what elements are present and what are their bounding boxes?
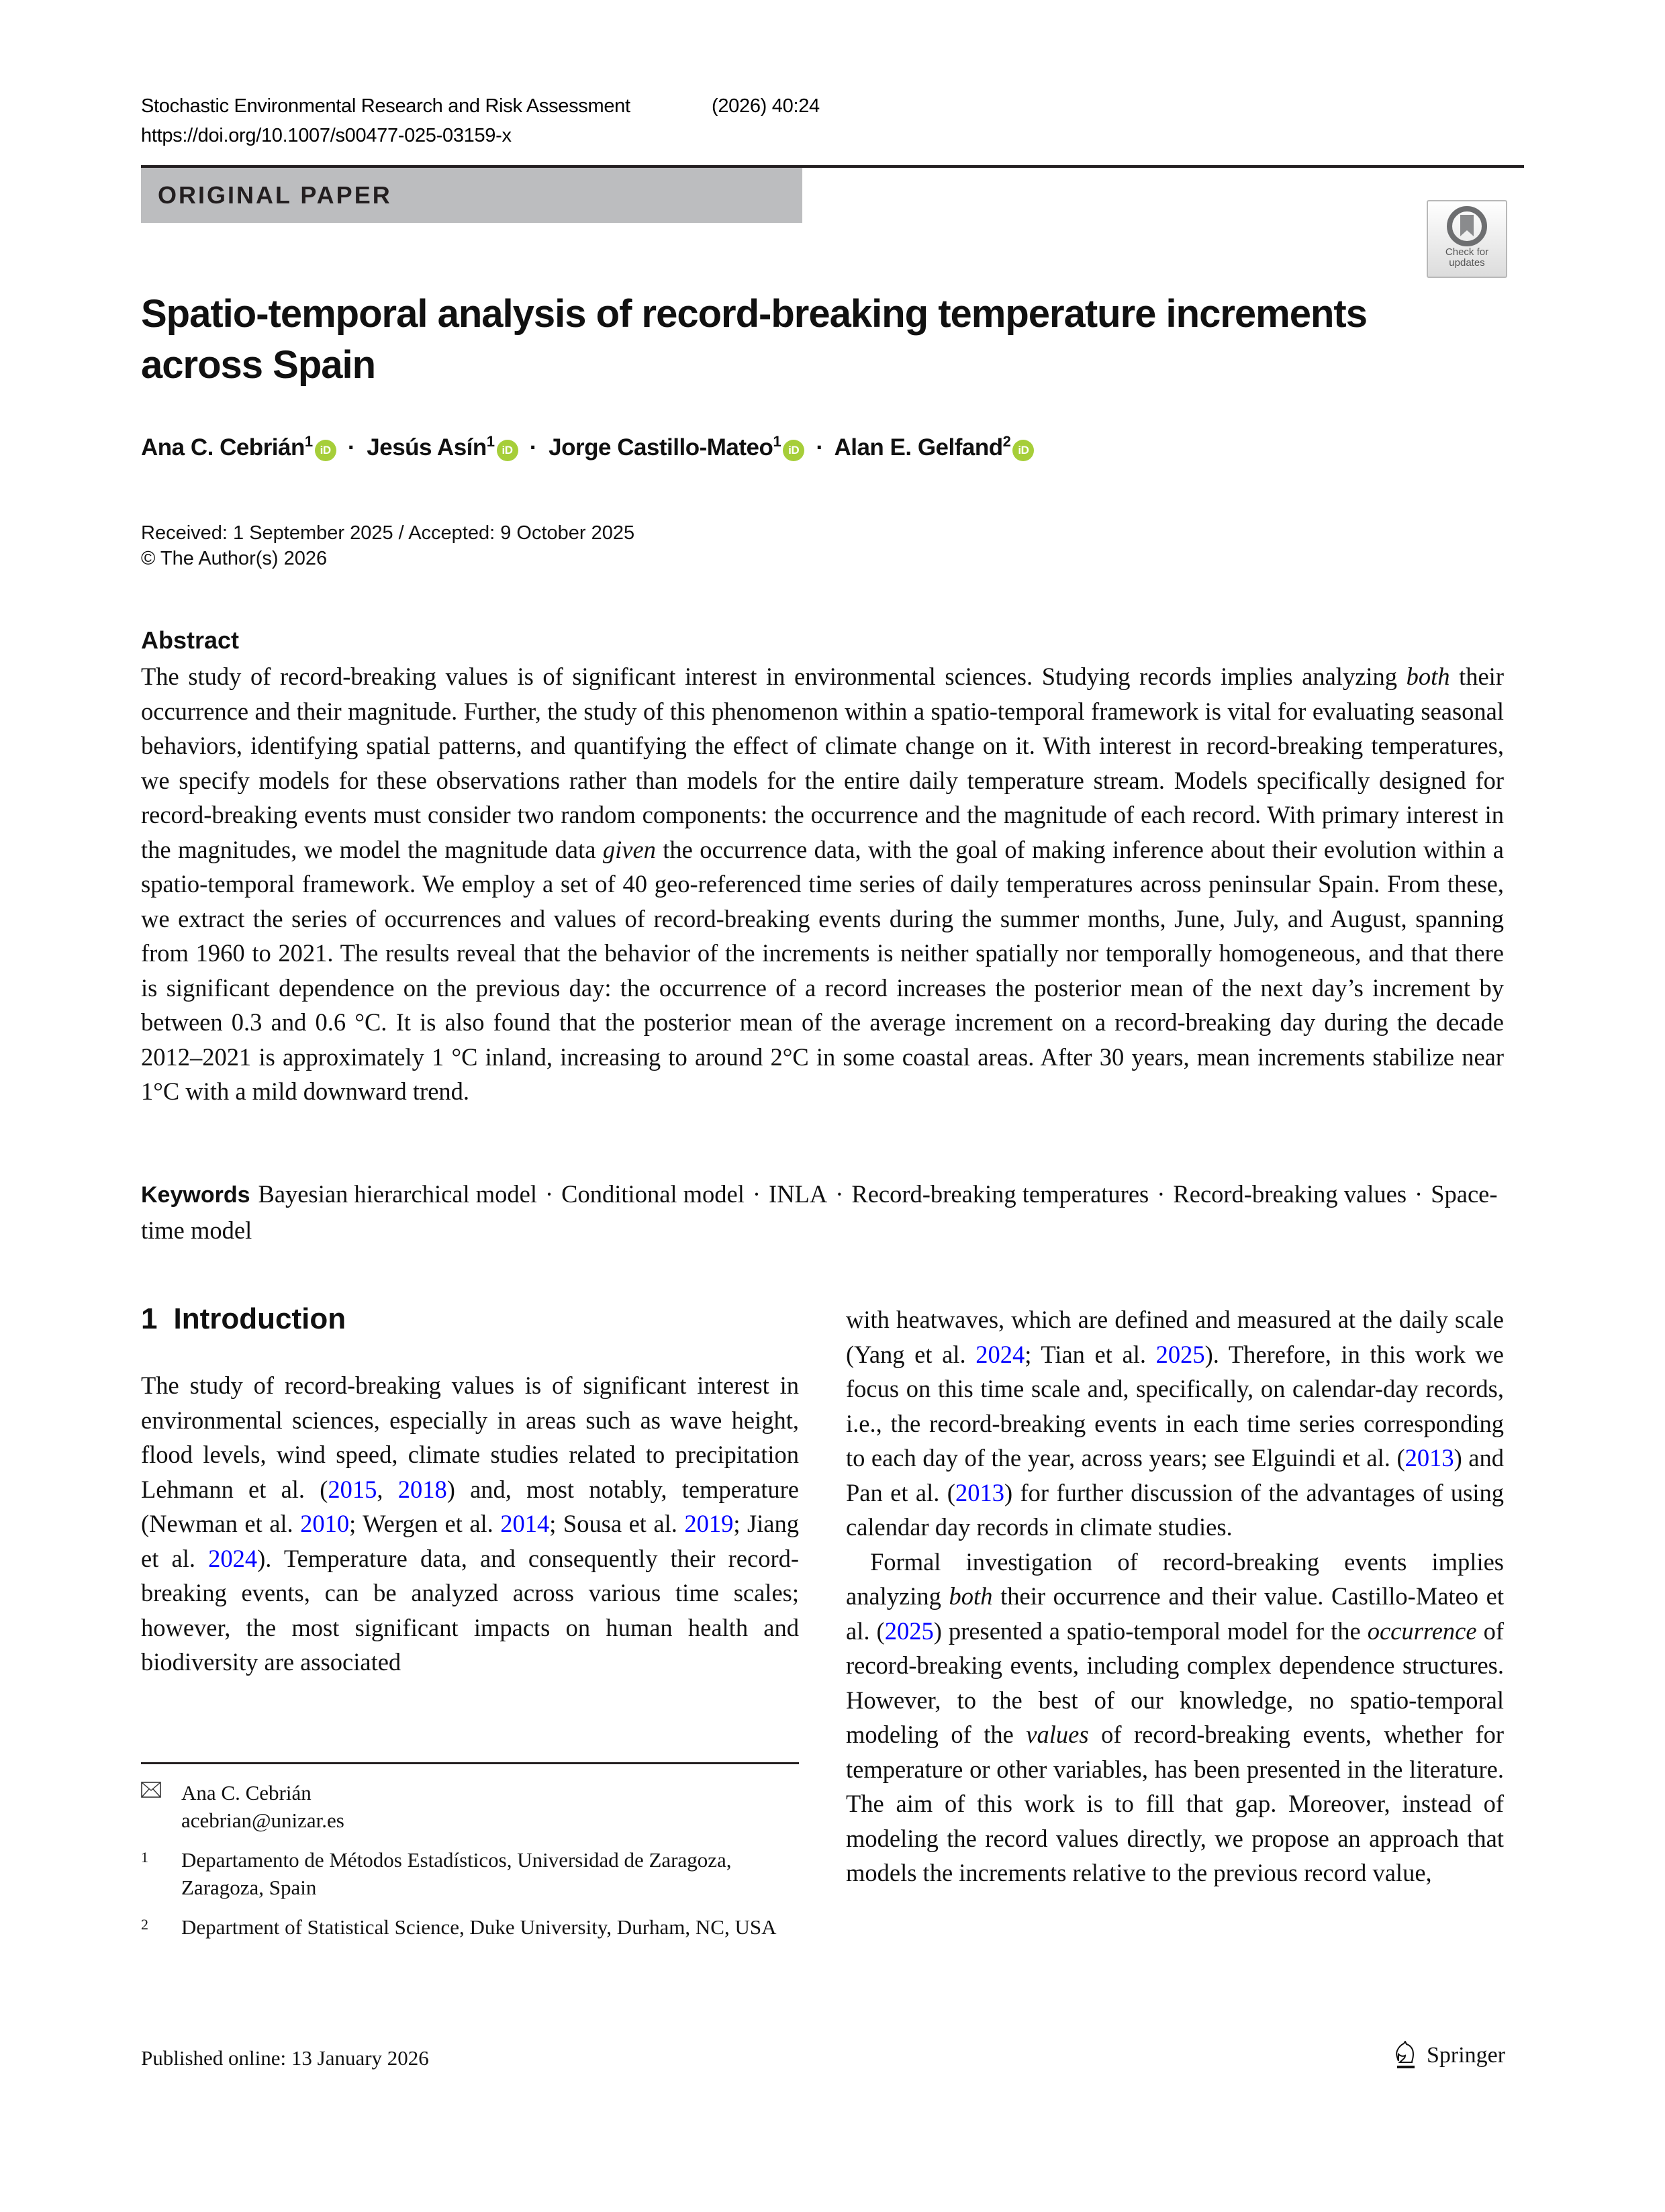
orcid-icon[interactable]: iD — [1012, 440, 1034, 461]
paper-title: Spatio-temporal analysis of record-breaking temperature increments across Spain — [141, 292, 1367, 387]
keywords-label: Keywords — [141, 1182, 250, 1208]
publisher-name: Springer — [1427, 2043, 1506, 2068]
body-column-left — [141, 1368, 799, 1680]
copyright: © The Author(s) 2026 — [141, 548, 328, 569]
section-number: 1 — [141, 1302, 158, 1335]
citation-link[interactable]: 2018 — [397, 1475, 447, 1503]
keyword: Bayesian hierarchical model — [258, 1180, 538, 1208]
keyword: Record-breaking values — [1173, 1180, 1407, 1208]
footnotes — [141, 1779, 799, 1953]
keyword: Conditional model — [561, 1180, 745, 1208]
author-list — [141, 433, 1034, 461]
keyword: Record-breaking temperatures — [851, 1180, 1149, 1208]
emphasis: occurrence — [1367, 1617, 1477, 1645]
paragraph: Formal investigation of record-breaking events implies analyzing both their occurrence and their value. Castillo-Mateo et al. (2025) presented a spatio-temporal model for the occurrence of record-breaking events, including complex dependence structures. However, to the best of our knowledge, no spatio-temporal modeling of the values of record-breaking events, whether for temperature or other variables, has been presented in the literature. The aim of this work is to fill that gap. Moreover, instead of modeling the record values directly, we propose an approach that models the increments relative to the previous record value, — [846, 1547, 1505, 1886]
citation-link[interactable]: 2010 — [300, 1510, 350, 1537]
bookmark-icon — [1446, 205, 1488, 247]
orcid-icon[interactable]: iD — [315, 440, 336, 461]
affiliation-text: Departamento de Métodos Estadísticos, Universidad de Zaragoza, Zaragoza, Spain — [181, 1848, 732, 1899]
citation-link[interactable]: 2024 — [208, 1544, 258, 1572]
affiliation-mark: 2 — [141, 1916, 148, 1933]
received-accepted: Received: 1 September 2025 / Accepted: 9 October 2025 — [141, 522, 635, 544]
abstract-heading: Abstract — [141, 626, 240, 654]
check-updates-line2: updates — [1449, 257, 1485, 269]
journal-header — [141, 91, 820, 150]
orcid-icon[interactable]: iD — [783, 440, 804, 461]
citation-link[interactable]: 2025 — [1155, 1340, 1205, 1368]
author[interactable]: Ana C. Cebrián$^1$ — [141, 433, 313, 461]
paper-type-label: ORIGINAL PAPER — [158, 181, 392, 209]
author[interactable]: Jesús Asín$^1$ — [367, 433, 495, 461]
corresponding-author — [141, 1779, 799, 1834]
footnote-rule — [141, 1762, 799, 1764]
affiliation — [141, 1913, 799, 1941]
citation-link[interactable]: 2014 — [500, 1510, 550, 1537]
orcid-icon[interactable]: iD — [497, 440, 518, 461]
emphasis: both — [949, 1582, 993, 1610]
section-title: Introduction — [173, 1302, 346, 1335]
author-separator: · — [529, 434, 537, 461]
citation-link[interactable]: 2025 — [884, 1617, 934, 1645]
affiliation-mark: 1 — [141, 1849, 148, 1866]
paragraph: with heatwaves, which are defined and measured at the daily scale (Yang et al. 2024; Tian et al. 2025). Therefore, in this work we focus on this time scale and, specifically, on calendar-day records, i.e., the record-breaking events in each time series corresponding to each day of the year, across years; see Elguindi et al. (2013) and Pan et al. (2013) for further discussion of the advantages of using calendar day records in climate studies. — [846, 1306, 1505, 1541]
keyword: Space-time model — [141, 1180, 1498, 1244]
affiliation — [141, 1846, 799, 1901]
section-heading-introduction — [141, 1302, 346, 1336]
citation-link[interactable]: 2024 — [976, 1340, 1025, 1368]
citation-link[interactable]: 2013 — [1405, 1444, 1454, 1472]
published-online: Published online: 13 January 2026 — [141, 2046, 429, 2070]
citation-link[interactable]: 2013 — [955, 1478, 1004, 1506]
author-separator: · — [347, 434, 356, 461]
author[interactable]: Alan E. Gelfand$^2$ — [834, 433, 1011, 461]
keyword: INLA — [769, 1180, 828, 1208]
corresponding-author-name: Ana C. Cebrián — [181, 1781, 312, 1805]
journal-name: Stochastic Environmental Research and Risk Assessment — [141, 95, 630, 117]
springer-horse-icon — [1393, 2041, 1417, 2070]
publisher-logo — [1393, 2041, 1505, 2070]
paragraph: The study of record-breaking values is of significant interest in environmental sciences, especially in areas such as wave height, flood levels, wind speed, climate studies related to precipitation Lehmann et al. (2015, 2018) and, most notably, temperature (Newman et al. 2010; Wergen et al. 2014; Sousa et al. 2019; Jiang et al. 2024). Temperature data, and consequently their record-breaking events, can be analyzed across various time scales; however, the most significant impacts on human health and biodiversity are associated — [141, 1372, 800, 1676]
citation-link[interactable]: 2019 — [684, 1510, 734, 1537]
publication-dates — [141, 520, 634, 571]
author[interactable]: Jorge Castillo-Mateo$^1$ — [549, 433, 781, 461]
doi-link[interactable]: https://doi.org/10.1007/s00477-025-03159-x — [141, 125, 512, 146]
keywords: Keywords Bayesian hierarchical model · Conditional model · INLA · Record-breaking temperatures · Record-breaking values · Space-time model — [141, 1180, 1498, 1244]
paper-type-band — [141, 168, 802, 223]
body-column-right — [846, 1302, 1504, 1890]
emphasis: values — [1026, 1721, 1089, 1748]
volume-info: (2026) 40:24 — [712, 95, 820, 117]
affiliation-text: Department of Statistical Science, Duke University, Durham, NC, USA — [181, 1915, 777, 1939]
envelope-icon — [141, 1779, 181, 1834]
corresponding-author-email[interactable]: acebrian@unizar.es — [181, 1809, 344, 1832]
check-for-updates-button[interactable] — [1427, 200, 1507, 278]
author-separator: · — [816, 434, 824, 461]
abstract-body: The study of record-breaking values is of significant interest in environmental sciences. Studying records implies analyzing both their occurrence and their magnitude. Further, the study of this phenomenon within a spatio-temporal framework is vital for evaluating seasonal behaviors, identifying spatial patterns, and quantifying the effect of climate change on it. With interest in record-breaking temperatures, we specify models for these observations rather than models for the entire daily temperature stream. Models specifically designed for record-breaking events must consider two random components: the occurrence and the magnitude of each record. With primary interest in the magnitudes, we model the magnitude data given the occurrence data, with the goal of making inference about their evolution within a spatio-temporal framework. We employ a set of 40 geo-referenced time series of daily temperatures across peninsular Spain. From these, we extract the series of occurrences and values of record-breaking events during the summer months, June, July, and August, spanning from 1960 to 2021. The results reveal that the behavior of the increments is neither spatially nor temporally homogeneous, and that there is significant dependence on the previous day: the occurrence of a record increases the posterior mean of the next day’s increment by between 0.3 and 0.6 °C. It is also found that the posterior mean of the average increment on a record-breaking day during the decade 2012–2021 is approximately 1 °C inland, increasing to around 2°C in some coastal areas. After 30 years, mean increments stabilize near 1°C with a mild downward trend. — [141, 663, 1504, 1105]
citation-link[interactable]: 2015 — [328, 1475, 377, 1503]
check-updates-line1: Check for — [1445, 246, 1489, 258]
